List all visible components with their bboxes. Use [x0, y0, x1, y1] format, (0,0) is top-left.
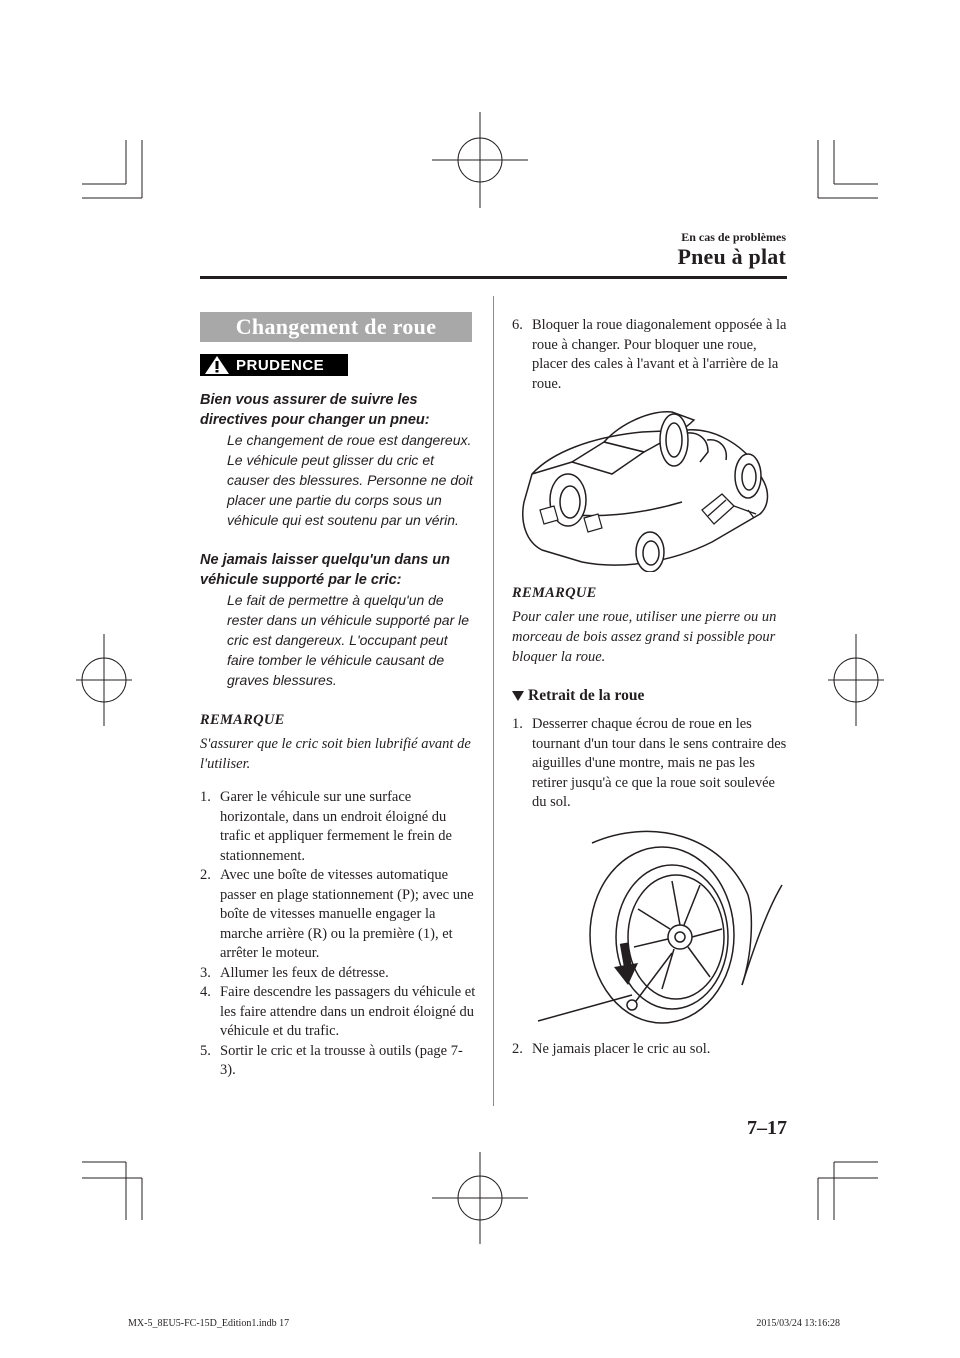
warning-triangle-icon [204, 355, 230, 375]
page-title: Pneu à plat [677, 244, 786, 269]
list-item: 4. Faire descendre les passagers du véhicule et les faire attendre dans un endroit éloigné du véhicule et du trafic. [200, 984, 476, 1039]
left-column [200, 312, 476, 1081]
triangle-down-icon [512, 690, 524, 702]
right-column [512, 316, 788, 1059]
list-item: 1. Desserrer chaque écrou de roue en les tournant d'un tour dans le sens contraire des aiguilles d'une montre, mais ne pas les retirer jusqu'à ce que la roue soit soulevée du sol. [512, 716, 787, 810]
list-item: 2. Ne jamais placer le cric au sol. [512, 1040, 711, 1057]
column-divider [493, 296, 494, 1106]
list-item: 6. Bloquer la roue diagonalement opposée à la roue à changer. Pour bloquer une roue, placer des cales à l'avant et à l'arrière de la roue. [512, 317, 787, 392]
section-label: En cas de problèmes [681, 230, 786, 244]
warning-body: Le fait de permettre à quelqu'un de rester dans un véhicule supporté par le cric est dangereux. L'occupant peut faire tomber le véhicule causant de graves blessures. [227, 592, 470, 688]
steps-list [512, 715, 788, 813]
header-rule [200, 276, 787, 279]
section-banner: Changement de roue [200, 312, 472, 342]
steps-list [512, 316, 788, 394]
list-item: 5. Sortir le cric et la trousse à outils (page 7-3). [200, 1042, 463, 1078]
list-item: 3. Allumer les feux de détresse. [200, 964, 389, 981]
warning-heading: Ne jamais laisser quelqu'un dans un véhicule supporté par le cric: [200, 552, 451, 588]
warning-heading: Bien vous assurer de suivre les directives pour changer un pneu: [200, 392, 430, 428]
note-text: S'assurer que le cric soit bien lubrifié avant de l'utiliser. [200, 736, 471, 772]
note-title: REMARQUE [512, 585, 597, 601]
note-title: REMARQUE [200, 712, 285, 728]
car-wheel-chock-illustration [512, 402, 788, 572]
list-item: 2. Avec une boîte de vitesses automatique passer en plage stationnement (P); avec une boîte de vitesses manuelle engager la marche arrière (R) ou la première (1), et arrêter le moteur. [200, 867, 474, 961]
steps-list [512, 1040, 788, 1060]
steps-list [200, 788, 476, 1081]
print-date-info: 2015/03/24 13:16:28 [756, 1318, 840, 1329]
list-item: 1. Garer le véhicule sur une surface horizontale, dans un endroit éloigné du trafic et appliquer fermement le frein de stationnement. [200, 789, 452, 864]
print-file-info: MX-5_8EU5-FC-15D_Edition1.indb 17 [128, 1318, 290, 1329]
lug-nut-loosening-illustration [512, 825, 788, 1025]
caution-badge [200, 354, 348, 376]
caution-label: PRUDENCE [236, 356, 325, 374]
page-number: 7–17 [747, 1117, 787, 1139]
warning-body: Le changement de roue est dangereux. Le véhicule peut glisser du cric et causer des blessures. Personne ne doit placer une partie du corps sous un véhicule qui est soutenu par un vérin. [227, 432, 473, 528]
subsection-heading: Retrait de la roue [512, 685, 788, 707]
note-text: Pour caler une roue, utiliser une pierre ou un morceau de bois assez grand si possible pour bloquer la roue. [512, 609, 777, 665]
